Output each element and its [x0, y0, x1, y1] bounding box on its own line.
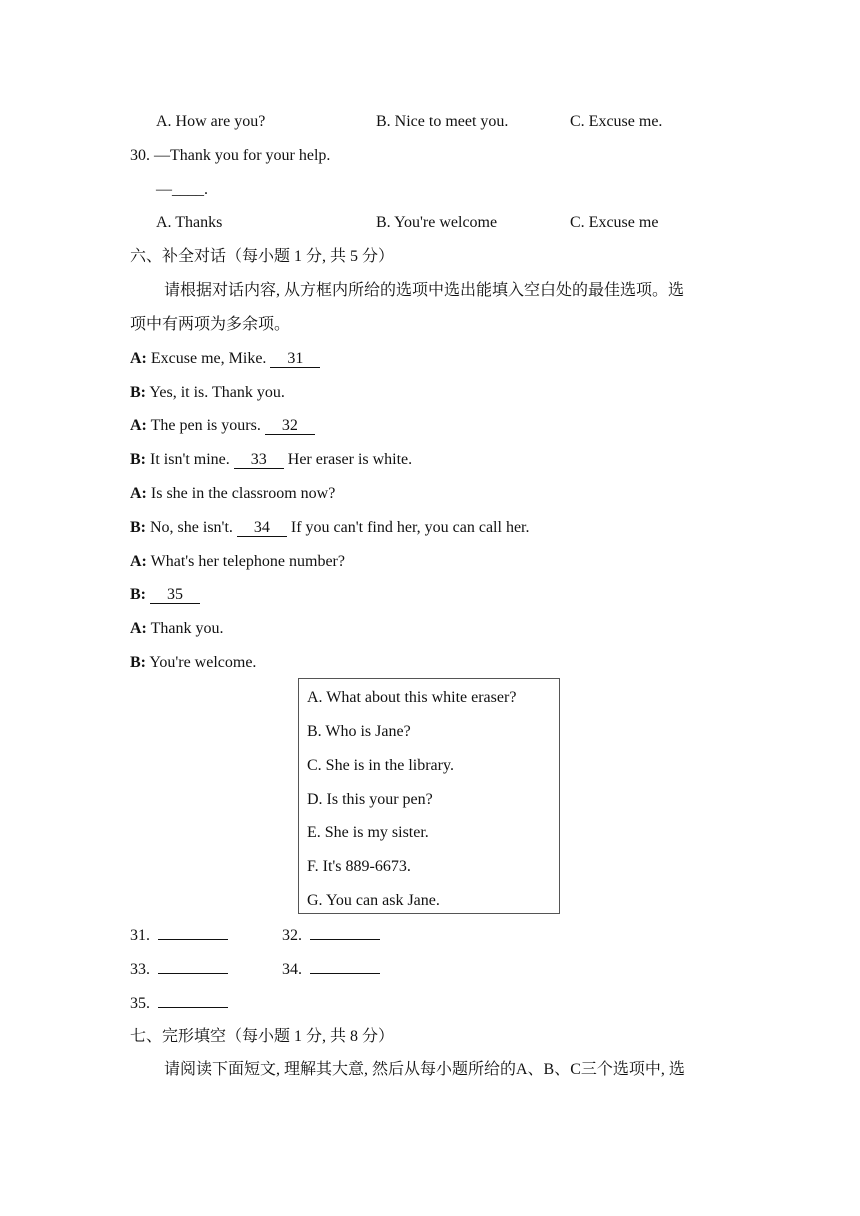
box-option-d: D. Is this your pen? [307, 791, 433, 808]
answer-label: 32. [282, 927, 302, 944]
q29-option-a: A. How are you? [156, 113, 266, 130]
q30-response: —____. [156, 181, 208, 198]
blank-34: 34 [237, 518, 287, 537]
section6-instruction-1: 请根据对话内容, 从方框内所给的选项中选出能填入空白处的最佳选项。选 [164, 282, 685, 299]
dialogue-text: The pen is yours. [150, 417, 265, 434]
dialogue-line [130, 585, 200, 605]
box-option-g: G. You can ask Jane. [307, 892, 440, 909]
answer-33-input[interactable] [158, 959, 228, 974]
speaker-label: B: [130, 586, 146, 603]
answer-33 [130, 959, 228, 980]
dialogue-text: What's her telephone number? [150, 553, 345, 570]
blank-31: 31 [270, 349, 320, 368]
answer-34-input[interactable] [310, 959, 380, 974]
answer-31-input[interactable] [158, 925, 228, 940]
answer-label: 33. [130, 961, 150, 978]
dialogue-text: If you can't find her, you can call her. [290, 519, 530, 536]
answer-32-input[interactable] [310, 925, 380, 940]
dialogue-text: Thank you. [150, 620, 224, 637]
speaker-label: A: [130, 553, 147, 570]
dialogue-line [130, 383, 285, 403]
options-box [298, 678, 560, 914]
speaker-label: B: [130, 519, 146, 536]
box-option-a: A. What about this white eraser? [307, 689, 517, 706]
dialogue-text: No, she isn't. [150, 519, 237, 536]
dialogue-text: Excuse me, Mike. [150, 350, 271, 367]
dialogue-line [130, 653, 256, 673]
speaker-label: A: [130, 485, 147, 502]
answer-31 [130, 925, 228, 946]
dialogue-line [130, 450, 412, 470]
dialogue-line [130, 484, 335, 504]
dialogue-text: Yes, it is. Thank you. [149, 384, 285, 401]
q29-option-c: C. Excuse me. [570, 113, 663, 130]
box-option-c: C. She is in the library. [307, 757, 454, 774]
q30-option-c: C. Excuse me [570, 214, 659, 231]
dialogue-text: Is she in the classroom now? [150, 485, 336, 502]
blank-33: 33 [234, 450, 284, 469]
dialogue-line [130, 349, 320, 369]
section6-heading: 六、补全对话（每小题 1 分, 共 5 分） [130, 248, 395, 265]
dialogue-line [130, 518, 529, 538]
speaker-label: B: [130, 451, 146, 468]
dialogue-text: You're welcome. [149, 654, 257, 671]
q30-prompt: 30. —Thank you for your help. [130, 147, 331, 164]
answer-34 [282, 959, 380, 980]
box-option-e: E. She is my sister. [307, 824, 429, 841]
section7-instruction-1: 请阅读下面短文, 理解其大意, 然后从每小题所给的A、B、C三个选项中, 选 [164, 1061, 685, 1078]
q30-option-b: B. You're welcome [376, 214, 498, 231]
section6-instruction-2: 项中有两项为多余项。 [130, 316, 291, 333]
box-option-b: B. Who is Jane? [307, 723, 411, 740]
q29-option-b: B. Nice to meet you. [376, 113, 509, 130]
answer-35-input[interactable] [158, 993, 228, 1008]
speaker-label: B: [130, 384, 146, 401]
speaker-label: A: [130, 417, 147, 434]
answer-label: 31. [130, 927, 150, 944]
answer-label: 35. [130, 995, 150, 1012]
q30-option-a: A. Thanks [156, 214, 223, 231]
answer-32 [282, 925, 380, 946]
dialogue-line [130, 619, 223, 639]
speaker-label: A: [130, 620, 147, 637]
speaker-label: B: [130, 654, 146, 671]
dialogue-text: It isn't mine. [150, 451, 234, 468]
dialogue-text: Her eraser is white. [287, 451, 413, 468]
section7-heading: 七、完形填空（每小题 1 分, 共 8 分） [130, 1028, 395, 1045]
box-option-f: F. It's 889-6673. [307, 858, 411, 875]
answer-35 [130, 993, 228, 1014]
dialogue-line [130, 552, 345, 572]
answer-label: 34. [282, 961, 302, 978]
speaker-label: A: [130, 350, 147, 367]
blank-35: 35 [150, 585, 200, 604]
blank-32: 32 [265, 416, 315, 435]
dialogue-line [130, 416, 315, 436]
